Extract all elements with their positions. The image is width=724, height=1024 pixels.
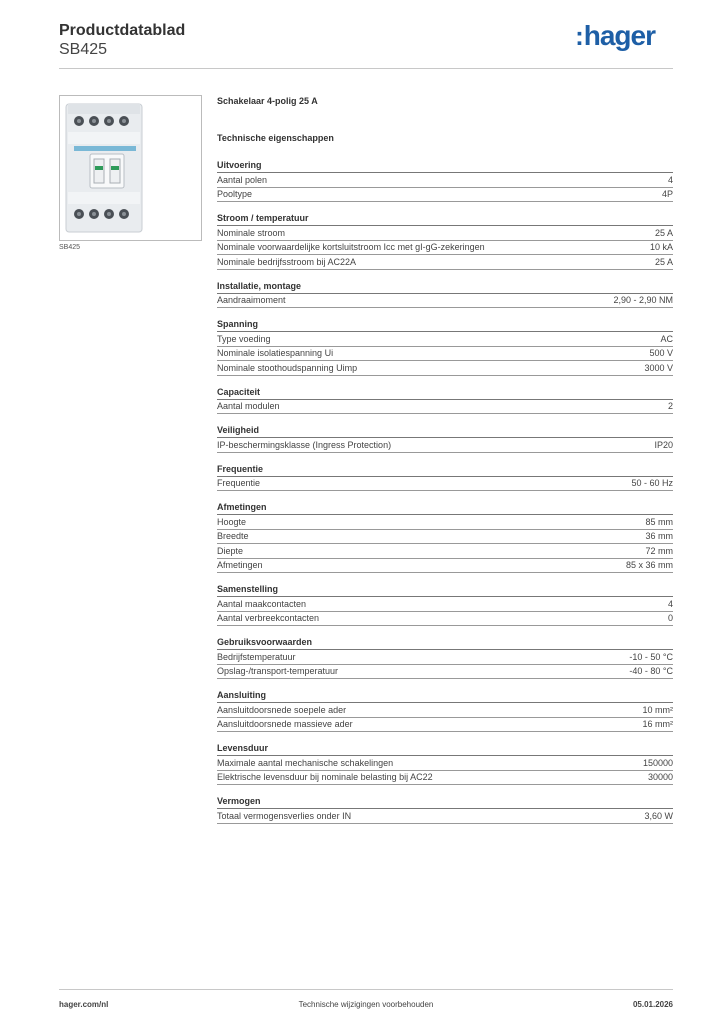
spec-row bbox=[217, 544, 673, 559]
spec-value: 85 mm bbox=[645, 516, 673, 527]
spec-row bbox=[217, 530, 673, 545]
spec-label: Aantal modulen bbox=[217, 401, 280, 411]
section-title: Uitvoering bbox=[217, 160, 673, 173]
spec-content bbox=[217, 96, 673, 835]
spec-value: 25 A bbox=[654, 256, 673, 267]
spec-row bbox=[217, 361, 673, 376]
spec-value: 25 A bbox=[654, 227, 673, 238]
spec-value: 50 - 60 Hz bbox=[631, 478, 673, 488]
spec-label: Frequentie bbox=[217, 478, 261, 488]
spec-label: Maximale aantal mechanische schakelingen bbox=[217, 757, 394, 768]
product-name: Schakelaar 4-polig 25 A bbox=[217, 96, 318, 106]
spec-value: 30000 bbox=[647, 772, 673, 782]
spec-label: Aantal verbreekcontacten bbox=[217, 613, 320, 623]
spec-value: 16 mm² bbox=[642, 719, 673, 729]
spec-label: Pooltype bbox=[217, 189, 253, 199]
spec-section bbox=[217, 464, 673, 492]
spec-value: 4 bbox=[667, 174, 673, 185]
spec-row bbox=[217, 665, 673, 680]
spec-label: Hoogte bbox=[217, 516, 247, 527]
spec-value: 2 bbox=[667, 401, 673, 411]
spec-section bbox=[217, 637, 673, 679]
spec-value: 500 V bbox=[649, 348, 673, 358]
spec-row bbox=[217, 400, 673, 415]
spec-section bbox=[217, 319, 673, 376]
spec-label: Nominale bedrijfsstroom bij AC22A bbox=[217, 256, 357, 267]
spec-sections bbox=[217, 160, 673, 824]
page-title: Productdatablad bbox=[59, 22, 186, 39]
spec-row bbox=[217, 559, 673, 574]
spec-row bbox=[217, 294, 673, 309]
section-title: Samenstelling bbox=[217, 584, 673, 597]
spec-value: 3000 V bbox=[644, 362, 673, 373]
spec-value: IP20 bbox=[654, 439, 673, 450]
spec-section bbox=[217, 584, 673, 626]
section-title: Veiligheid bbox=[217, 425, 673, 438]
spec-value: -40 - 80 °C bbox=[629, 666, 673, 676]
spec-row bbox=[217, 477, 673, 492]
spec-row bbox=[217, 226, 673, 241]
section-title: Vermogen bbox=[217, 796, 673, 809]
spec-label: Breedte bbox=[217, 531, 249, 541]
spec-value: -10 - 50 °C bbox=[629, 651, 673, 662]
spec-value: 0 bbox=[667, 613, 673, 623]
spec-value: 36 mm bbox=[645, 531, 673, 541]
spec-row bbox=[217, 718, 673, 733]
spec-label: Opslag-/transport-temperatuur bbox=[217, 666, 339, 676]
section-title: Stroom / temperatuur bbox=[217, 213, 673, 226]
spec-row bbox=[217, 756, 673, 771]
spec-label: Nominale stoothoudspanning Uimp bbox=[217, 362, 358, 373]
spec-row bbox=[217, 332, 673, 347]
spec-label: Nominale voorwaardelijke kortsluitstroom Icc met gI-gG-zekeringen bbox=[217, 242, 485, 252]
spec-label: Elektrische levensduur bij nominale belasting bij AC22 bbox=[217, 772, 433, 782]
section-title: Afmetingen bbox=[217, 502, 673, 515]
spec-section bbox=[217, 690, 673, 732]
spec-label: Type voeding bbox=[217, 333, 271, 344]
hager-logo bbox=[575, 20, 655, 52]
logo-text: hager bbox=[583, 20, 655, 51]
spec-value: 4 bbox=[667, 598, 673, 609]
section-title: Frequentie bbox=[217, 464, 673, 477]
spec-row bbox=[217, 650, 673, 665]
spec-label: Aantal polen bbox=[217, 174, 268, 185]
spec-label: Afmetingen bbox=[217, 560, 263, 570]
section-title: Spanning bbox=[217, 319, 673, 332]
spec-section bbox=[217, 387, 673, 415]
section-title: Aansluiting bbox=[217, 690, 673, 703]
spec-label: Aantal maakcontacten bbox=[217, 598, 307, 609]
spec-value: 85 x 36 mm bbox=[625, 560, 673, 570]
section-title: Levensduur bbox=[217, 743, 673, 756]
spec-label: IP-beschermingsklasse (Ingress Protection) bbox=[217, 439, 392, 450]
section-title: Gebruiksvoorwaarden bbox=[217, 637, 673, 650]
spec-value: 10 kA bbox=[649, 242, 673, 252]
spec-row bbox=[217, 612, 673, 627]
tech-properties-title: Technische eigenschappen bbox=[217, 133, 334, 143]
product-image-caption: SB425 bbox=[59, 244, 81, 251]
spec-row bbox=[217, 809, 673, 824]
page-footer bbox=[59, 989, 673, 1014]
spec-section bbox=[217, 743, 673, 785]
footer-disclaimer: Technische wijzigingen voorbehouden bbox=[298, 1000, 434, 1009]
section-title: Capaciteit bbox=[217, 387, 673, 400]
spec-row bbox=[217, 703, 673, 718]
footer-date: 05.01.2026 bbox=[632, 1000, 673, 1009]
product-image bbox=[59, 95, 202, 241]
page-header bbox=[59, 22, 673, 69]
spec-label: Totaal vermogensverlies onder IN bbox=[217, 810, 352, 821]
page-subtitle: SB425 bbox=[59, 41, 108, 58]
spec-row bbox=[217, 188, 673, 203]
spec-row bbox=[217, 241, 673, 256]
spec-row bbox=[217, 347, 673, 362]
spec-section bbox=[217, 281, 673, 309]
spec-section bbox=[217, 160, 673, 202]
spec-value: AC bbox=[660, 333, 673, 344]
spec-label: Bedrijfstemperatuur bbox=[217, 651, 296, 662]
spec-value: 3,60 W bbox=[644, 810, 673, 821]
spec-label: Aandraaimoment bbox=[217, 295, 286, 305]
spec-row bbox=[217, 771, 673, 786]
spec-label: Aansluitdoorsnede soepele ader bbox=[217, 704, 347, 715]
spec-value: 2,90 - 2,90 NM bbox=[613, 295, 673, 305]
footer-website-link[interactable]: hager.com/nl bbox=[59, 1000, 109, 1009]
section-title: Installatie, montage bbox=[217, 281, 673, 294]
spec-value: 4P bbox=[661, 189, 673, 199]
spec-row bbox=[217, 515, 673, 530]
spec-section bbox=[217, 425, 673, 453]
spec-label: Nominale stroom bbox=[217, 227, 286, 238]
spec-label: Diepte bbox=[217, 545, 244, 556]
spec-row bbox=[217, 173, 673, 188]
spec-section bbox=[217, 502, 673, 573]
logo-dots-icon: : bbox=[575, 21, 583, 51]
spec-value: 150000 bbox=[642, 757, 673, 768]
spec-section bbox=[217, 213, 673, 270]
spec-value: 72 mm bbox=[645, 545, 673, 556]
spec-row bbox=[217, 438, 673, 453]
spec-label: Aansluitdoorsnede massieve ader bbox=[217, 719, 353, 729]
switch-device-icon bbox=[60, 96, 201, 240]
spec-value: 10 mm² bbox=[642, 704, 673, 715]
spec-row bbox=[217, 597, 673, 612]
spec-row bbox=[217, 255, 673, 270]
spec-section bbox=[217, 796, 673, 824]
spec-label: Nominale isolatiespanning Ui bbox=[217, 348, 334, 358]
